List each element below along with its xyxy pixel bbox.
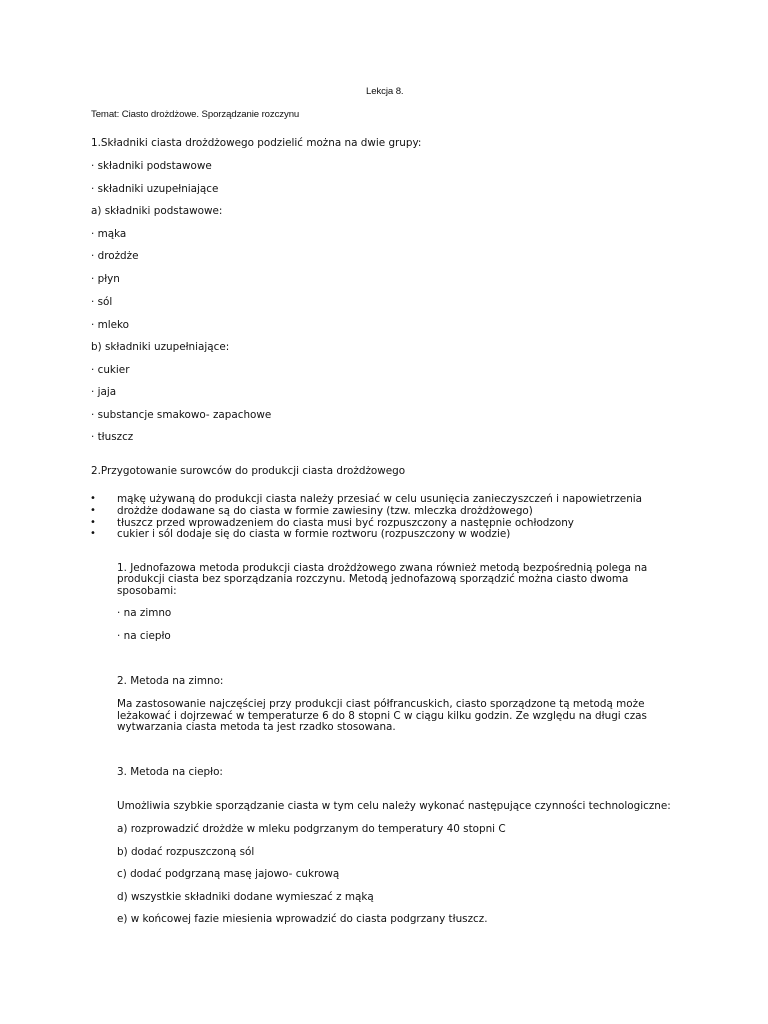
- basic-ingredient: · mąka: [91, 228, 127, 240]
- method2-line: leżakować i dojrzewać w temperaturze 6 do 8 stopni C w ciągu kilku godzin. Ze względu na długi czas: [117, 710, 647, 722]
- basic-ingredient: · drożdże: [91, 250, 139, 262]
- method1-line: 1. Jednofazowa metoda produkcji ciasta drożdżowego zwana również metodą bezpośrednią polega na: [117, 562, 648, 574]
- method3-step: e) w końcowej fazie miesienia wprowadzić do ciasta podgrzany tłuszcz.: [117, 913, 488, 925]
- list-item: drożdże dodawane są do ciasta w formie zawiesiny (tzw. mleczka drożdżowego): [117, 505, 533, 517]
- method3-intro: Umożliwia szybkie sporządzanie ciasta w tym celu należy wykonać następujące czynności technologiczne:: [117, 800, 671, 812]
- lesson-number: Lekcja 8.: [366, 86, 404, 97]
- bullet-icon: •: [90, 528, 96, 539]
- method2-line: Ma zastosowanie najczęściej przy produkcji ciast półfrancuskich, ciasto sporządzone tą metodą może: [117, 698, 645, 710]
- list-item: cukier i sól dodaje się do ciasta w formie roztworu (rozpuszczony w wodzie): [117, 528, 511, 540]
- group-item: · składniki uzupełniające: [91, 183, 219, 195]
- basic-ingredient: · sól: [91, 296, 113, 308]
- method3-step: d) wszystkie składniki dodane wymieszać z mąką: [117, 891, 374, 903]
- bullet-icon: •: [90, 517, 96, 528]
- method3-step: c) dodać podgrzaną masę jajowo- cukrową: [117, 868, 340, 880]
- method1-line: produkcji ciasta bez sporządzania rozczynu. Metodą jednofazową sporządzić można ciasto dwoma: [117, 573, 629, 585]
- supplementary-ingredient: · cukier: [91, 364, 130, 376]
- bullet-icon: •: [90, 493, 96, 504]
- method1-way: · na zimno: [117, 607, 172, 619]
- basic-ingredient: · płyn: [91, 273, 120, 285]
- supplementary-ingredient: · substancje smakowo- zapachowe: [91, 409, 272, 421]
- lesson-topic: Temat: Ciasto drożdżowe. Sporządzanie rozczynu: [91, 109, 300, 120]
- method1-line: sposobami:: [117, 585, 177, 597]
- list-item: mąkę używaną do produkcji ciasta należy przesiać w celu usunięcia zanieczyszczeń i napowietrzenia: [117, 493, 643, 505]
- supplementary-ingredients-heading: b) składniki uzupełniające:: [91, 341, 230, 353]
- basic-ingredients-heading: a) składniki podstawowe:: [91, 205, 223, 217]
- method3-heading: 3. Metoda na ciepło:: [117, 766, 223, 778]
- section1-heading: 1.Składniki ciasta drożdżowego podzielić można na dwie grupy:: [91, 137, 422, 149]
- basic-ingredient: · mleko: [91, 319, 130, 331]
- section2-heading: 2.Przygotowanie surowców do produkcji ciasta drożdżowego: [91, 465, 406, 477]
- group-item: · składniki podstawowe: [91, 160, 212, 172]
- list-item: tłuszcz przed wprowadzeniem do ciasta musi być rozpuszczony a następnie ochłodzony: [117, 517, 574, 529]
- method3-step: a) rozprowadzić drożdże w mleku podgrzanym do temperatury 40 stopni C: [117, 823, 506, 835]
- method2-line: wytwarzania ciasta metoda ta jest rzadko stosowana.: [117, 721, 396, 733]
- supplementary-ingredient: · jaja: [91, 386, 117, 398]
- method1-way: · na ciepło: [117, 630, 171, 642]
- method3-step: b) dodać rozpuszczoną sól: [117, 846, 255, 858]
- method2-heading: 2. Metoda na zimno:: [117, 675, 224, 687]
- bullet-icon: •: [90, 505, 96, 516]
- supplementary-ingredient: · tłuszcz: [91, 431, 134, 443]
